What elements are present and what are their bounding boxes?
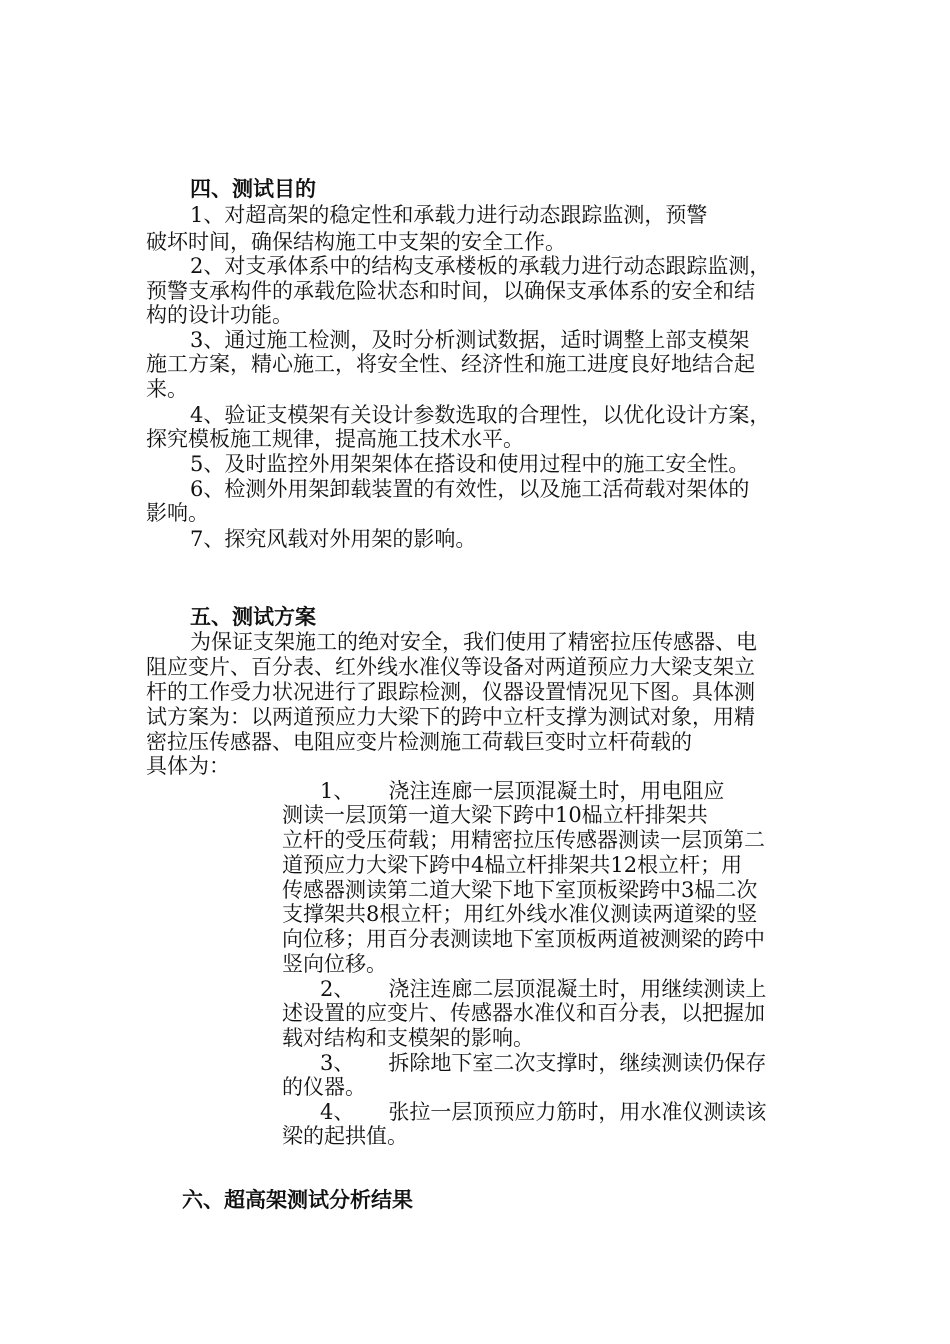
step-1-line-3: 立杆的受压荷载；用精密拉压传感器测读一层顶第二 [282,828,765,852]
occlusion-mask [738,776,818,826]
sec5-intro-line-3: 杆的工作受力状况进行了跟踪检测，仪器设置情况见下图。具体测 [146,680,755,704]
sec5-intro-line-6: 具体为： [146,754,230,778]
step-1-line-7: 向位移；用百分表测读地下室顶板两道被测梁的跨中 [282,927,765,951]
step-4-line-2: 梁的起拱值。 [282,1124,408,1148]
step-4-number: 4、 [320,1100,355,1124]
sec4-item-2-line-1: 2、对支承体系中的结构支承楼板的承载力进行动态跟踪监测， [190,254,771,278]
step-1-line-2: 测读一层顶第一道大梁下跨中10榀立杆排架共 [282,803,708,827]
sec4-item-5-line-1: 5、及时监控外用架架体在搭设和使用过程中的施工安全性。 [190,452,750,476]
sec4-item-4-line-2: 探究模板施工规律，提高施工技术水平。 [146,427,524,451]
section-5-heading: 五、测试方案 [190,605,316,629]
section-6-heading: 六、超高架测试分析结果 [182,1188,413,1212]
occlusion-mask [738,196,818,250]
step-4-line-1: 4、 张拉一层顶预应力筋时，用水准仪测读该 [320,1100,767,1124]
step-1-line-6: 支撑架共8根立杆；用红外线水准仪测读两道梁的竖 [282,902,758,926]
sec5-intro-line-5: 密拉压传感器、电阻应变片检测施工荷载巨变时立杆荷载的 [146,730,692,754]
step-2-line-2: 述设置的应变片、传感器水准仪和百分表，以把握加 [282,1001,765,1025]
sec4-item-7-line-1: 7、探究风载对外用架的影响。 [190,527,477,551]
sec5-intro-line-1: 为保证支架施工的绝对安全，我们使用了精密拉压传感器、电 [190,630,757,654]
sec4-item-3-line-3: 来。 [146,377,188,401]
step-1-line-1: 1、 浇注连廊一层顶混凝土时，用电阻应 [320,779,725,803]
step-1-line-4: 道预应力大梁下跨中4榀立杆排架共12根立杆；用 [282,853,743,877]
step-2-number: 2、 [320,977,355,1001]
sec4-item-1-line-1: 1、对超高架的稳定性和承载力进行动态跟踪监测，预警 [190,203,708,227]
step-1-line-8: 竖向位移。 [282,952,387,976]
sec4-item-4-line-1: 4、验证支模架有关设计参数选取的合理性，以优化设计方案， [190,403,771,427]
sec4-item-2-line-3: 构的设计功能。 [146,303,293,327]
step-3-line-1: 3、 拆除地下室二次支撑时，继续测读仍保存 [320,1051,767,1075]
sec5-intro-line-4: 试方案为：以两道预应力大梁下的跨中立杆支撑为测试对象，用精 [146,705,755,729]
sec4-item-1-line-2: 破坏时间，确保结构施工中支架的安全工作。 [146,230,566,254]
step-1-line-5: 传感器测读第二道大梁下地下室顶板梁跨中3榀二次 [282,878,758,902]
sec4-item-6-line-1: 6、检测外用架卸载装置的有效性，以及施工活荷载对架体的 [190,477,750,501]
step-1-number: 1、 [320,779,355,803]
step-3-number: 3、 [320,1051,355,1075]
sec4-item-2-line-2: 预警支承构件的承载危险状态和时间，以确保支承体系的安全和结 [146,279,755,303]
sec4-item-6-line-2: 影响。 [146,501,209,525]
sec4-item-3-line-1: 3、通过施工检测，及时分析测试数据，适时调整上部支模架 [190,328,750,352]
step-2-line-1: 2、 浇注连廊二层顶混凝土时，用继续测读上 [320,977,767,1001]
step-3-line-2: 的仪器。 [282,1075,366,1099]
sec5-intro-line-2: 阻应变片、百分表、红外线水准仪等设备对两道预应力大梁支架立 [146,655,755,679]
section-4-heading: 四、测试目的 [190,177,316,201]
sec4-item-3-line-2: 施工方案，精心施工，将安全性、经济性和施工进度良好地结合起 [146,352,755,376]
step-2-line-3: 载对结构和支模架的影响。 [282,1026,534,1050]
